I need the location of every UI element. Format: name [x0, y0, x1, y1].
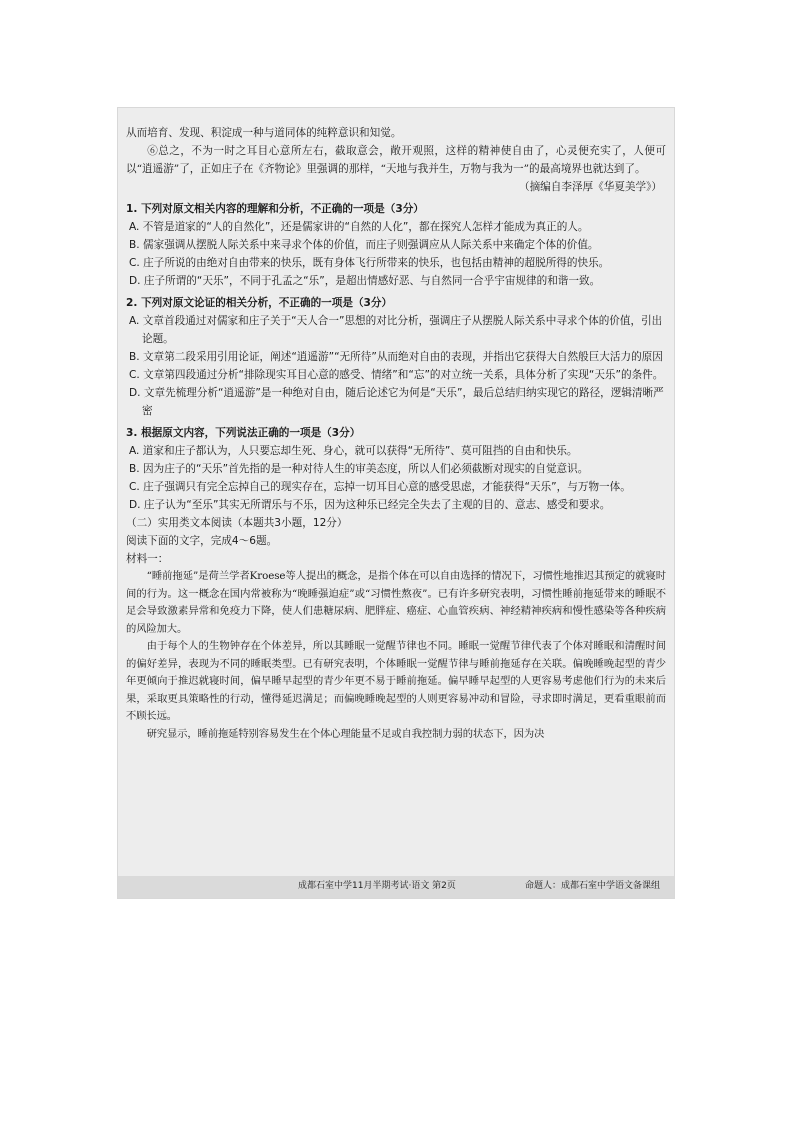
question-2-option-c: C. 文章第四段通过分析“排除现实耳目心意的感受、情绪”和“忘”的对立统一关系，具体分析了实现“天乐”的条件。	[129, 369, 664, 381]
material-paragraph-3: 研究显示，睡前拖延特别容易发生在个体心理能量不足或自我控制力弱的状态下，因为决	[146, 727, 545, 740]
question-3-option-c: C. 庄子强调只有完全忘掉自己的现实存在，忘掉一切耳目心意的感受思虑，才能获得“天乐”，与万物一体。	[129, 481, 631, 493]
footer-author: 命题人：成都石室中学语文备课组	[524, 881, 660, 891]
material-label: 材料一：	[126, 553, 169, 565]
question-3-option-d: D. 庄子认为“至乐”其实无所谓乐与不乐，因为这种乐已经完全失去了主观的目的、意志、感受和要求。	[129, 499, 611, 511]
question-1-option-d: D. 庄子所谓的“天乐”，不同于孔孟之“乐”，是超出情感好恶、与自然同一合乎宇宙规律的和谐一致。	[129, 275, 601, 287]
material-paragraph-2: 由于每个人的生物钟存在个体差异，所以其睡眠一觉醒节律也不同。睡眠一觉醒节律代表了个体对睡眠和清醒时间的偏好差异，表现为不同的睡眠类型。已有研究表明，个体睡眠一觉醒节律与睡前拖延存在关联。偏晚睡晚起型的青少年更倾向于推迟就寝时间，偏早睡早起型的青少年更不易于睡前拖延。偏早睡早起型的人更容易考虑他们行为的未来后果，采取更具策略性的行动，懂得延迟满足；而偏晚睡晚起型的人则更容易冲动和冒险，寻求即时满足，更看重眼前而不顾长远。	[126, 640, 666, 722]
question-3	[126, 424, 666, 514]
passage-continuation: 从而培育、发现、积淀成一种与道同体的纯粹意识和知觉。	[126, 127, 402, 139]
question-2	[126, 294, 666, 420]
question-3-stem: 3. 根据原文内容，下列说法正确的一项是（3分）	[126, 427, 361, 439]
question-1	[126, 200, 666, 290]
passage-citation: （摘编自李泽厚《华夏美学》）	[518, 181, 662, 193]
question-3-option-b: B. 因为庄子的“天乐”首先指的是一种对待人生的审美态度，所以人们必须截断对现实的自觉意识。	[129, 463, 589, 475]
scanned-exam-page	[118, 108, 674, 898]
question-1-stem: 1. 下列对原文相关内容的理解和分析，不正确的一项是（3分）	[126, 203, 424, 215]
passage-paragraph-6: ⑥总之，不为一时之耳目心意所左右，截取意会，敞开观照，这样的精神使自由了，心灵便充实了，人便可以“逍遥游”了，正如庄子在《齐物论》里强调的那样，“天地与我并生，万物与我为一”的最高境界也就达到了。	[126, 145, 666, 175]
question-3-option-a: A. 道家和庄子都认为，人只要忘却生死、身心，就可以获得“无所待”、莫可阻挡的自由和快乐。	[129, 445, 578, 457]
page-footer	[118, 878, 674, 894]
page-content	[126, 124, 666, 743]
question-1-option-c: C. 庄子所说的由绝对自由带来的快乐，既有身体飞行所带来的快乐，也包括由精神的超脱所得的快乐。	[129, 257, 610, 269]
footer-page-info: 成都石室中学11月半期考试·语文 第2页	[298, 881, 456, 891]
question-2-option-b: B. 文章第二段采用引用论证，阐述“逍遥游”“无所待”从而绝对自由的表现，并指出它获得大自然般巨大活力的原因	[129, 351, 663, 363]
section-instruction: 阅读下面的文字，完成4～6题。	[126, 535, 278, 547]
question-1-option-a: A. 不管是道家的“人的自然化”，还是儒家讲的“自然的人化”，都在探究人怎样才能成为真正的人。	[129, 221, 589, 233]
material-paragraph-1: “睡前拖延”是荷兰学者Kroese等人提出的概念，是指个体在可以自由选择的情况下，习惯性地推迟其预定的就寝时间的行为。这一概念在国内常被称为“晚睡强迫症”或“习惯性熬夜”。已有许多研究表明，习惯性睡前拖延带来的睡眠不足会导致激素异常和免疫力下降，使人们患糖尿病、肥胖症、癌症、心血管疾病、神经精神疾病和慢性感染等各种疾病的风险加大。	[126, 570, 666, 635]
question-2-option-a: A. 文章首段通过对儒家和庄子关于“天人合一”思想的对比分析，强调庄子从摆脱人际关系中寻求个体的价值，引出论题。	[129, 315, 663, 345]
question-2-stem: 2. 下列对原文论证的相关分析，不正确的一项是（3分）	[126, 297, 393, 309]
section-heading: （二）实用类文本阅读（本题共3小题，12分）	[126, 517, 348, 529]
question-2-option-d: D. 文章先梳理分析“逍遥游”是一种绝对自由，随后论述它为何是“天乐”，最后总结归纳实现它的路径，逻辑清晰严密	[129, 387, 664, 417]
question-1-option-b: B. 儒家强调从摆脱人际关系中来寻求个体的价值，而庄子则强调应从人际关系中来确定个体的价值。	[129, 239, 599, 251]
